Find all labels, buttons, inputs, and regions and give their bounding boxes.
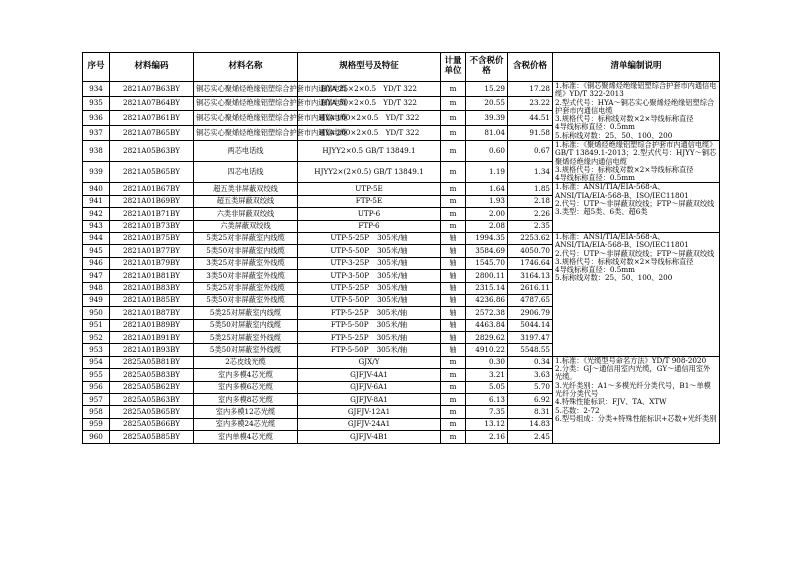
code-cell: 2821A01B75BY — [110, 232, 194, 244]
spec-text: FTP-5E — [355, 196, 383, 206]
header-seq: 序号 — [83, 53, 110, 82]
seq-cell: 941 — [83, 195, 110, 207]
price-in-cell: 3197.47 — [508, 332, 553, 344]
name-cell: 两芯电话线 — [194, 140, 298, 161]
header-price-ex: 不含税价 格 — [466, 53, 508, 82]
unit-cell: 轴 — [441, 332, 466, 344]
spec-text: HYA 100×2×0.5 YD/T 322 — [318, 113, 420, 123]
unit-cell: 轴 — [441, 307, 466, 319]
note-line: 3.光纤类别：A1～多模光纤分类代号，B1～单模光纤分类代号 — [555, 380, 711, 398]
seq-cell: 939 — [83, 162, 110, 183]
price-in-cell: 23.22 — [508, 96, 553, 111]
table-row — [83, 183, 720, 195]
seq-cell: 934 — [83, 82, 110, 97]
price-ex-cell: 2315.14 — [466, 282, 508, 294]
spec-cell — [298, 183, 441, 195]
spec-cell — [298, 162, 441, 183]
code-cell: 2825A05B66BY — [110, 418, 194, 430]
name-cell: 铜芯实心聚烯烃绝缘铝塑综合护套市内通信电缆 — [194, 82, 298, 97]
price-in-cell: 2253.62 — [508, 232, 553, 244]
spec-text: GJFJV-8A1 — [350, 394, 388, 404]
unit-cell: m — [441, 96, 466, 111]
unit-cell: m — [441, 356, 466, 368]
price-in-cell: 0.34 — [508, 356, 553, 368]
code-cell: 2821A01B93BY — [110, 344, 194, 356]
spec-cell — [298, 220, 441, 232]
header-note: 清单编制说明 — [553, 53, 720, 82]
price-ex-cell: 4236.86 — [466, 294, 508, 306]
unit-cell: m — [441, 418, 466, 430]
pack-text: 305米/轴 — [377, 270, 408, 280]
table-row — [83, 232, 720, 244]
code-cell: 2821A01B69BY — [110, 195, 194, 207]
unit-cell: 轴 — [441, 257, 466, 269]
price-ex-cell: 5.05 — [466, 381, 508, 393]
code-cell: 2821A01B91BY — [110, 332, 194, 344]
price-in-cell: 91.58 — [508, 126, 553, 141]
pack-text: 305米/轴 — [377, 295, 408, 305]
note-line: 6.型号组成：分类+特殊性能标识+芯数+光纤类别 — [555, 413, 717, 423]
price-ex-cell: 1.93 — [466, 195, 508, 207]
seq-cell: 937 — [83, 126, 110, 141]
price-in-cell: 14.83 — [508, 418, 553, 430]
unit-cell: 轴 — [441, 270, 466, 282]
unit-cell: m — [441, 394, 466, 406]
spec-cell — [298, 307, 441, 319]
spec-cell — [298, 140, 441, 161]
price-ex-cell: 20.55 — [466, 96, 508, 111]
header-code: 材料编码 — [110, 53, 194, 82]
price-in-cell: 2.35 — [508, 220, 553, 232]
name-cell: 5类50对非屏蔽室内线缆 — [194, 245, 298, 257]
name-cell: 3类25对非屏蔽室外线缆 — [194, 257, 298, 269]
seq-cell: 960 — [83, 431, 110, 443]
spec-text: UTP-3-50P — [330, 270, 370, 280]
name-cell: 室内多模6芯光缆 — [194, 381, 298, 393]
spec-cell — [298, 418, 441, 430]
note-line: 2.代号：UTP～非屏蔽双绞线；FTP～屏蔽双绞线 — [555, 248, 715, 258]
code-cell: 2821A01B83BY — [110, 282, 194, 294]
note-line: 1.标准：《聚烯烃绝缘铝塑综合护套市内通信电缆》GB/T 13849.1-2013；2.型式代号：HJYY～铜芯聚烯烃绝缘内通信电缆 — [555, 139, 717, 166]
seq-cell: 955 — [83, 369, 110, 381]
spec-cell — [298, 294, 441, 306]
price-ex-cell: 39.39 — [466, 111, 508, 126]
code-cell: 2821A01B67BY — [110, 183, 194, 195]
unit-cell: m — [441, 208, 466, 220]
spec-cell — [298, 195, 441, 207]
spec-cell — [298, 126, 441, 141]
code-cell: 2821A01B81BY — [110, 270, 194, 282]
note-cell-n1 — [553, 82, 720, 141]
name-cell: 超五类屏蔽双绞线 — [194, 195, 298, 207]
code-cell: 2825A05B65BY — [110, 406, 194, 418]
unit-cell: m — [441, 126, 466, 141]
spec-text: UTP-6 — [357, 208, 381, 218]
pack-text: 305米/轴 — [377, 283, 408, 293]
price-ex-cell: 2572.38 — [466, 307, 508, 319]
header-spec: 规格型号及特征 — [298, 53, 441, 82]
table-row — [83, 140, 720, 161]
spec-cell — [298, 319, 441, 331]
price-ex-cell: 13.12 — [466, 418, 508, 430]
code-cell: 2821A07B65BY — [110, 126, 194, 141]
spec-text: HYA 25×2×0.5 YD/T 322 — [320, 83, 418, 93]
price-in-cell: 8.31 — [508, 406, 553, 418]
spec-text: HYA 200×2×0.5 YD/T 322 — [318, 127, 420, 137]
name-cell: 超五类非屏蔽双绞线 — [194, 183, 298, 195]
price-in-cell: 1.85 — [508, 183, 553, 195]
note-line: 3.规格代号：标称线对数×2×导线标称直径 — [555, 114, 694, 124]
seq-cell: 946 — [83, 257, 110, 269]
price-ex-cell: 1545.70 — [466, 257, 508, 269]
spec-cell — [298, 111, 441, 126]
spec-cell — [298, 270, 441, 282]
code-cell: 2825A05B81BY — [110, 356, 194, 368]
code-cell: 2821A01B79BY — [110, 257, 194, 269]
name-cell: 5类50对非屏蔽室外线缆 — [194, 294, 298, 306]
price-in-cell: 3.63 — [508, 369, 553, 381]
table-row — [83, 82, 720, 97]
name-cell: 5类25对屏蔽室内线缆 — [194, 307, 298, 319]
price-ex-cell: 2829.62 — [466, 332, 508, 344]
note-cell-n4 — [553, 232, 720, 356]
code-cell: 2821A01B89BY — [110, 319, 194, 331]
price-in-cell: 4787.65 — [508, 294, 553, 306]
unit-cell: m — [441, 220, 466, 232]
name-cell: 5类25对屏蔽室外线缆 — [194, 332, 298, 344]
price-in-cell: 5548.55 — [508, 344, 553, 356]
price-ex-cell: 6.13 — [466, 394, 508, 406]
unit-cell: m — [441, 381, 466, 393]
note-line: 1.标准：《铜芯聚烯烃绝缘铝塑综合护套市内通信电缆》YD/T 322-2013 — [555, 81, 717, 99]
seq-cell: 948 — [83, 282, 110, 294]
price-ex-cell: 1.19 — [466, 162, 508, 183]
note-cell-n2 — [553, 140, 720, 182]
spec-text: FTP-5-50P — [330, 320, 369, 330]
spec-cell — [298, 344, 441, 356]
seq-cell: 944 — [83, 232, 110, 244]
name-cell: 室内单模4芯光缆 — [194, 431, 298, 443]
price-ex-cell: 7.35 — [466, 406, 508, 418]
price-ex-cell: 81.04 — [466, 126, 508, 141]
price-in-cell: 5044.14 — [508, 319, 553, 331]
note-line: 1.标准：ANSI/TIA/EIA-568-A、ANSI/TIA/EIA-568-B、ISO/IEC11801 — [555, 231, 689, 250]
header-unit: 计量单位 — [441, 53, 466, 82]
price-ex-cell: 3.21 — [466, 369, 508, 381]
unit-cell: m — [441, 162, 466, 183]
code-cell: 2821A07B61BY — [110, 111, 194, 126]
seq-cell: 947 — [83, 270, 110, 282]
name-cell: 四芯电话线 — [194, 162, 298, 183]
unit-cell: m — [441, 111, 466, 126]
price-in-cell: 1746.64 — [508, 257, 553, 269]
name-cell: 室内多模4芯光缆 — [194, 369, 298, 381]
pack-text: 305米/轴 — [376, 332, 408, 342]
note-cell-n5 — [553, 356, 720, 443]
spec-text: FTP-6 — [358, 221, 380, 231]
note-line: 2.型式代号：HYA～铜芯实心聚烯烃绝缘铝塑综合护套市内通信电缆 — [555, 97, 715, 115]
spec-text: HYA 50×2×0.5 YD/T 322 — [320, 98, 418, 108]
name-cell: 2芯皮线光缆 — [194, 356, 298, 368]
spec-cell — [298, 431, 441, 443]
spec-cell — [298, 406, 441, 418]
name-cell: 铜芯实心聚烯烃绝缘铝塑综合护套市内通信电缆 — [194, 96, 298, 111]
seq-cell: 957 — [83, 394, 110, 406]
code-cell: 2821A07B64BY — [110, 96, 194, 111]
spec-text: UTP-5-25P — [330, 233, 370, 243]
name-cell: 室内多模8芯光缆 — [194, 394, 298, 406]
seq-cell: 951 — [83, 319, 110, 331]
unit-cell: 轴 — [441, 282, 466, 294]
table-row — [83, 356, 720, 368]
note-line: 3.规格代号：标称线对数×2×导线标称直径 — [555, 256, 694, 266]
price-in-cell: 2.45 — [508, 431, 553, 443]
code-cell: 2821A01B73BY — [110, 220, 194, 232]
seq-cell: 952 — [83, 332, 110, 344]
pack-text: 305米/轴 — [377, 245, 408, 255]
price-ex-cell: 3584.69 — [466, 245, 508, 257]
name-cell: 六类屏蔽双绞线 — [194, 220, 298, 232]
spec-text: GJFJV-4A1 — [350, 369, 388, 379]
note-line: 1.标准：ANSI/TIA/EIA-568-A、ANSI/TIA/EIA-568-B、ISO/IEC11801 — [555, 182, 689, 200]
note-line: 5.芯数：2-72 — [555, 405, 600, 415]
name-cell: 六类非屏蔽双绞线 — [194, 208, 298, 220]
name-cell: 5类25对非屏蔽室内线缆 — [194, 232, 298, 244]
code-cell: 2821A01B87BY — [110, 307, 194, 319]
seq-cell: 938 — [83, 140, 110, 161]
spec-text: GJX/Y — [358, 357, 380, 367]
code-cell: 2821A05B65BY — [110, 162, 194, 183]
spec-cell — [298, 356, 441, 368]
price-ex-cell: 0.60 — [466, 140, 508, 161]
note-line: 2.分类：GJ～通信用室内光缆，GY～通信用室外光缆。 — [555, 364, 711, 382]
code-cell: 2825A05B85BY — [110, 431, 194, 443]
spec-cell — [298, 245, 441, 257]
seq-cell: 956 — [83, 381, 110, 393]
unit-cell: 轴 — [441, 294, 466, 306]
spec-text: GJFJV-4B1 — [350, 431, 388, 441]
spec-cell — [298, 369, 441, 381]
price-ex-cell: 15.29 — [466, 82, 508, 97]
note-cell-n3 — [553, 183, 720, 233]
seq-cell: 953 — [83, 344, 110, 356]
code-cell: 2821A01B85BY — [110, 294, 194, 306]
note-line: 2.代号：UTP～非屏蔽双绞线；FTP～屏蔽双绞线 — [555, 198, 715, 208]
name-cell: 室内多模12芯光缆 — [194, 406, 298, 418]
spec-cell — [298, 332, 441, 344]
price-ex-cell: 2800.11 — [466, 270, 508, 282]
price-in-cell: 44.51 — [508, 111, 553, 126]
code-cell: 2825A05B62BY — [110, 381, 194, 393]
header-price-in: 含税价格 — [508, 53, 553, 82]
name-cell: 室内多模24芯光缆 — [194, 418, 298, 430]
price-ex-cell: 2.16 — [466, 431, 508, 443]
price-ex-cell: 1.64 — [466, 183, 508, 195]
note-line: 4导线标称直径：0.5mm — [555, 265, 635, 275]
unit-cell: 轴 — [441, 232, 466, 244]
unit-cell: m — [441, 431, 466, 443]
price-in-cell: 2.26 — [508, 208, 553, 220]
price-ex-cell: 0.30 — [466, 356, 508, 368]
seq-cell: 954 — [83, 356, 110, 368]
seq-cell: 945 — [83, 245, 110, 257]
code-cell: 2825A05B83BY — [110, 369, 194, 381]
name-cell: 铜芯实心聚烯烃绝缘铝塑综合护套市内通信电缆 — [194, 126, 298, 141]
spec-text: UTP-5-25P — [330, 283, 370, 293]
name-cell: 5类50对屏蔽室外线缆 — [194, 344, 298, 356]
price-ex-cell: 2.08 — [466, 220, 508, 232]
spec-cell — [298, 394, 441, 406]
note-line: 4.特殊性能标识：FJV、TA、XTW — [555, 397, 667, 407]
price-in-cell: 4050.70 — [508, 245, 553, 257]
price-in-cell: 3164.13 — [508, 270, 553, 282]
note-line: 4导线标称直径：0.5mm — [555, 173, 635, 183]
pack-text: 305米/轴 — [376, 307, 408, 317]
spec-cell — [298, 232, 441, 244]
spec-text: FTP-5-25P — [330, 332, 369, 342]
name-cell: 5类25对非屏蔽室外线缆 — [194, 282, 298, 294]
seq-cell: 950 — [83, 307, 110, 319]
price-in-cell: 17.28 — [508, 82, 553, 97]
unit-cell: m — [441, 140, 466, 161]
pack-text: 305米/轴 — [376, 345, 408, 354]
seq-cell: 958 — [83, 406, 110, 418]
note-line: 3.类型：超5类、6类、超6类 — [555, 207, 648, 217]
price-ex-cell: 1994.35 — [466, 232, 508, 244]
code-cell: 2821A01B77BY — [110, 245, 194, 257]
unit-cell: 轴 — [441, 319, 466, 331]
header-row — [83, 53, 720, 82]
price-in-cell: 5.70 — [508, 381, 553, 393]
pack-text: 305米/轴 — [377, 233, 408, 243]
price-in-cell: 2906.79 — [508, 307, 553, 319]
spec-text: FTP-5-50P — [330, 345, 369, 354]
price-in-cell: 1.34 — [508, 162, 553, 183]
name-cell: 3类50对非屏蔽室外线缆 — [194, 270, 298, 282]
note-line: 5.标称线对数：25、50、100、200 — [555, 130, 673, 140]
unit-cell: 轴 — [441, 344, 466, 356]
unit-cell: m — [441, 406, 466, 418]
note-line: 3.规格代号：标称线对数×2×导线标称直径 — [555, 164, 694, 174]
price-ex-cell: 4910.22 — [466, 344, 508, 356]
spec-text: UTP-5-50P — [330, 295, 370, 305]
spec-text: HJYY2×0.5 GB/T 13849.1 — [322, 145, 416, 155]
pack-text: 305米/轴 — [376, 320, 408, 330]
unit-cell: m — [441, 183, 466, 195]
seq-cell: 936 — [83, 111, 110, 126]
spec-text: FTP-5-25P — [330, 307, 369, 317]
price-in-cell: 6.92 — [508, 394, 553, 406]
price-in-cell: 2.18 — [508, 195, 553, 207]
spec-text: HJYY2×(2×0.5) GB/T 13849.1 — [314, 167, 424, 177]
spec-cell — [298, 208, 441, 220]
note-line: 5.标称线对数：25、50、100、200 — [555, 273, 673, 283]
price-in-cell: 2616.11 — [508, 282, 553, 294]
seq-cell: 949 — [83, 294, 110, 306]
price-ex-cell: 4463.84 — [466, 319, 508, 331]
unit-cell: m — [441, 82, 466, 97]
code-cell: 2821A01B71BY — [110, 208, 194, 220]
spec-text: UTP-5-50P — [330, 245, 370, 255]
seq-cell: 942 — [83, 208, 110, 220]
price-ex-cell: 2.00 — [466, 208, 508, 220]
unit-cell: m — [441, 195, 466, 207]
header-name: 材料名称 — [194, 53, 298, 82]
spec-cell — [298, 257, 441, 269]
spec-text: UTP-5E — [355, 183, 383, 193]
code-cell: 2821A07B63BY — [110, 82, 194, 97]
spec-text: UTP-3-25P — [330, 258, 370, 268]
price-in-cell: 0.67 — [508, 140, 553, 161]
code-cell: 2825A05B63BY — [110, 394, 194, 406]
spec-cell — [298, 381, 441, 393]
spec-text: GJFJV-12A1 — [347, 406, 391, 416]
pack-text: 305米/轴 — [377, 258, 408, 268]
seq-cell: 959 — [83, 418, 110, 430]
spec-text: GJFJV-6A1 — [350, 382, 388, 392]
spec-cell — [298, 282, 441, 294]
seq-cell: 943 — [83, 220, 110, 232]
unit-cell: m — [441, 369, 466, 381]
code-cell: 2821A05B63BY — [110, 140, 194, 161]
note-line: 1.标准：《光缆型号命名方法》YD/T 908-2020 — [555, 355, 707, 365]
seq-cell: 940 — [83, 183, 110, 195]
spec-text: GJFJV-24A1 — [347, 419, 391, 429]
note-line: 4导线标称直径：0.5mm — [555, 122, 635, 132]
name-cell: 铜芯实心聚烯烃绝缘铝塑综合护套市内通信电缆 — [194, 111, 298, 126]
name-cell: 5类50对屏蔽室内线缆 — [194, 319, 298, 331]
materials-price-table — [82, 52, 720, 444]
unit-cell: 轴 — [441, 245, 466, 257]
seq-cell: 935 — [83, 96, 110, 111]
